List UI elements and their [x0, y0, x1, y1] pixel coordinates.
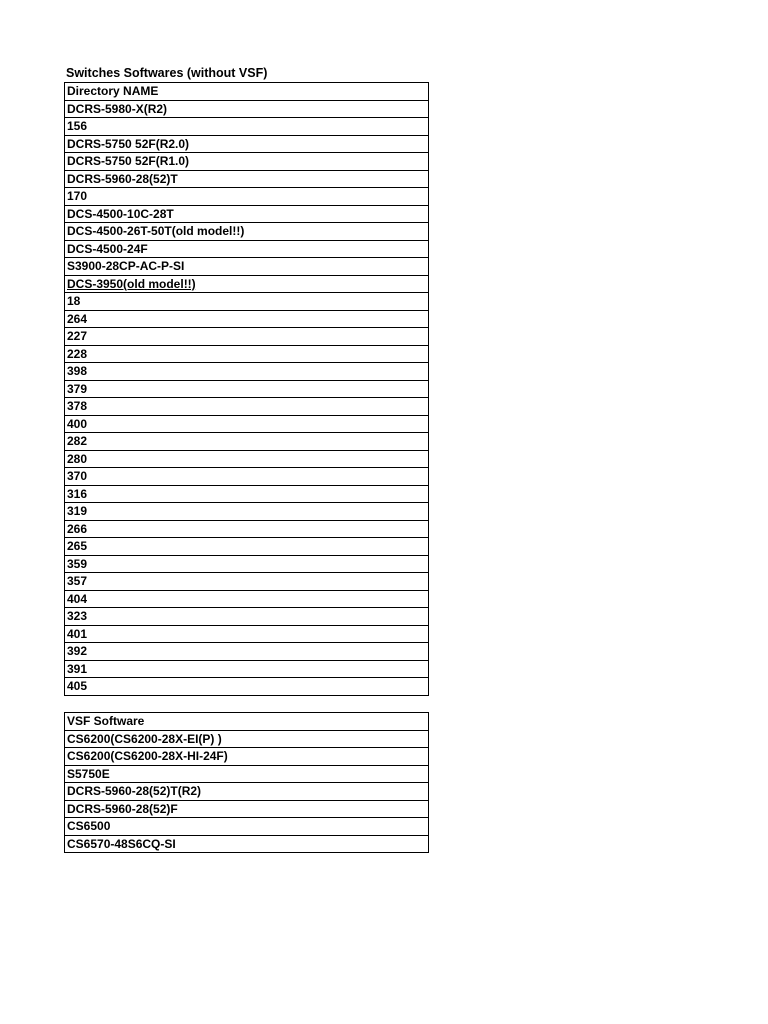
table-row: [65, 468, 429, 486]
table-row: [65, 555, 429, 573]
table-cell: [65, 310, 429, 328]
cell-text: 227: [67, 329, 88, 344]
table-row: [65, 485, 429, 503]
cell-text: 280: [67, 451, 88, 466]
cell-text: 282: [67, 434, 88, 449]
table-header-row: [65, 713, 429, 731]
table-cell: [65, 590, 429, 608]
table-row: [65, 625, 429, 643]
table-cell: [65, 520, 429, 538]
table-cell: [65, 205, 429, 223]
page-title: Switches Softwares (without VSF): [66, 66, 268, 80]
cell-text: 379: [67, 381, 88, 396]
cell-text: 401: [67, 626, 88, 641]
directory-name-header: Directory NAME: [65, 83, 429, 101]
table-cell: [65, 415, 429, 433]
table-row: [65, 818, 429, 836]
directory-table-body: [65, 100, 429, 695]
table-cell: [65, 783, 429, 801]
cell-text: 18: [67, 294, 81, 309]
table-row: [65, 835, 429, 853]
cell-text: DCRS-5750 52F(R2.0): [67, 136, 190, 151]
table-row: [65, 678, 429, 696]
table-cell: [65, 468, 429, 486]
table-row: [65, 765, 429, 783]
table-row: [65, 345, 429, 363]
table-row: [65, 398, 429, 416]
table-row: [65, 800, 429, 818]
table-row: [65, 293, 429, 311]
table-row: [65, 153, 429, 171]
cell-text: S3900-28CP-AC-P-SI: [67, 259, 185, 274]
table-cell: [65, 380, 429, 398]
table-row: [65, 223, 429, 241]
cell-text: 228: [67, 346, 88, 361]
table-cell: [65, 730, 429, 748]
table-cell: [65, 555, 429, 573]
table-cell: [65, 188, 429, 206]
table-row: [65, 503, 429, 521]
cell-text: 265: [67, 539, 88, 554]
cell-text: DCRS-5750 52F(R1.0): [67, 154, 190, 169]
table-row: [65, 608, 429, 626]
cell-text: DCS-4500-10C-28T: [67, 206, 174, 221]
cell-text: 323: [67, 609, 88, 624]
table-cell: [65, 223, 429, 241]
table-cell: [65, 363, 429, 381]
directory-table: [64, 82, 429, 696]
table-header-row: [65, 83, 429, 101]
cell-text: CS6200(CS6200-28X-EI(P) ): [67, 731, 222, 746]
table-cell: [65, 835, 429, 853]
cell-text: DCRS-5960-28(52)T: [67, 171, 178, 186]
cell-text: 391: [67, 661, 88, 676]
table-cell: [65, 485, 429, 503]
cell-text: 264: [67, 311, 88, 326]
table-row: [65, 520, 429, 538]
cell-text: 359: [67, 556, 88, 571]
cell-text: 398: [67, 364, 88, 379]
table-row: [65, 135, 429, 153]
table-row: [65, 118, 429, 136]
table-cell: [65, 153, 429, 171]
table-row: [65, 328, 429, 346]
cell-text: 392: [67, 644, 88, 659]
table-row: [65, 170, 429, 188]
cell-text: DCRS-5980-X(R2): [67, 101, 168, 116]
table-row: [65, 240, 429, 258]
table-cell: [65, 503, 429, 521]
cell-text: DCS-4500-24F: [67, 241, 148, 256]
table-row: [65, 660, 429, 678]
table-cell: [65, 748, 429, 766]
table-cell: [65, 818, 429, 836]
table-cell: [65, 170, 429, 188]
cell-text: CS6500: [67, 819, 111, 834]
cell-text: 316: [67, 486, 88, 501]
table-cell: [65, 275, 429, 293]
table-cell: [65, 800, 429, 818]
table-row: [65, 380, 429, 398]
table-row: [65, 538, 429, 556]
cell-text: 319: [67, 504, 88, 519]
table-row: [65, 310, 429, 328]
cell-text: CS6570-48S6CQ-SI: [67, 836, 176, 851]
table-cell: [65, 625, 429, 643]
table-cell: [65, 678, 429, 696]
table-row: [65, 643, 429, 661]
vsf-software-header: VSF Software: [65, 713, 429, 731]
table-row: [65, 415, 429, 433]
table-row: [65, 433, 429, 451]
table-cell: [65, 345, 429, 363]
table-cell: [65, 538, 429, 556]
cell-text: DCRS-5960-28(52)T(R2): [67, 784, 202, 799]
cell-text: 266: [67, 521, 88, 536]
cell-text: CS6200(CS6200-28X-HI-24F): [67, 749, 228, 764]
cell-text: 405: [67, 679, 88, 694]
vsf-software-table: [64, 712, 429, 853]
table-cell: [65, 398, 429, 416]
table-cell: [65, 135, 429, 153]
cell-text: 170: [67, 189, 88, 204]
table-row: [65, 258, 429, 276]
vsf-table-body: [65, 730, 429, 853]
table-cell: [65, 608, 429, 626]
table-row: [65, 450, 429, 468]
table-cell: [65, 643, 429, 661]
cell-text: 357: [67, 574, 88, 589]
table-cell: [65, 293, 429, 311]
table-cell: [65, 660, 429, 678]
table-cell: [65, 765, 429, 783]
table-row: [65, 573, 429, 591]
table-cell: [65, 328, 429, 346]
cell-text: DCS-3950(old model!!): [67, 276, 196, 291]
table-cell: [65, 573, 429, 591]
cell-text: 400: [67, 416, 88, 431]
table-row: [65, 590, 429, 608]
table-row: [65, 748, 429, 766]
table-cell: [65, 433, 429, 451]
cell-text: 404: [67, 591, 88, 606]
cell-text: DCS-4500-26T-50T(old model!!): [67, 224, 245, 239]
table-cell: [65, 240, 429, 258]
cell-text: 370: [67, 469, 88, 484]
table-row: [65, 188, 429, 206]
table-cell: [65, 118, 429, 136]
table-row: [65, 783, 429, 801]
table-cell: [65, 258, 429, 276]
table-row: [65, 730, 429, 748]
table-row: [65, 100, 429, 118]
table-row: [65, 205, 429, 223]
cell-text: 378: [67, 399, 88, 414]
table-cell: [65, 450, 429, 468]
cell-text: S5750E: [67, 766, 110, 781]
table-row: [65, 363, 429, 381]
table-cell: [65, 100, 429, 118]
cell-text: 156: [67, 119, 88, 134]
cell-text: DCRS-5960-28(52)F: [67, 801, 178, 816]
table-row: [65, 275, 429, 293]
